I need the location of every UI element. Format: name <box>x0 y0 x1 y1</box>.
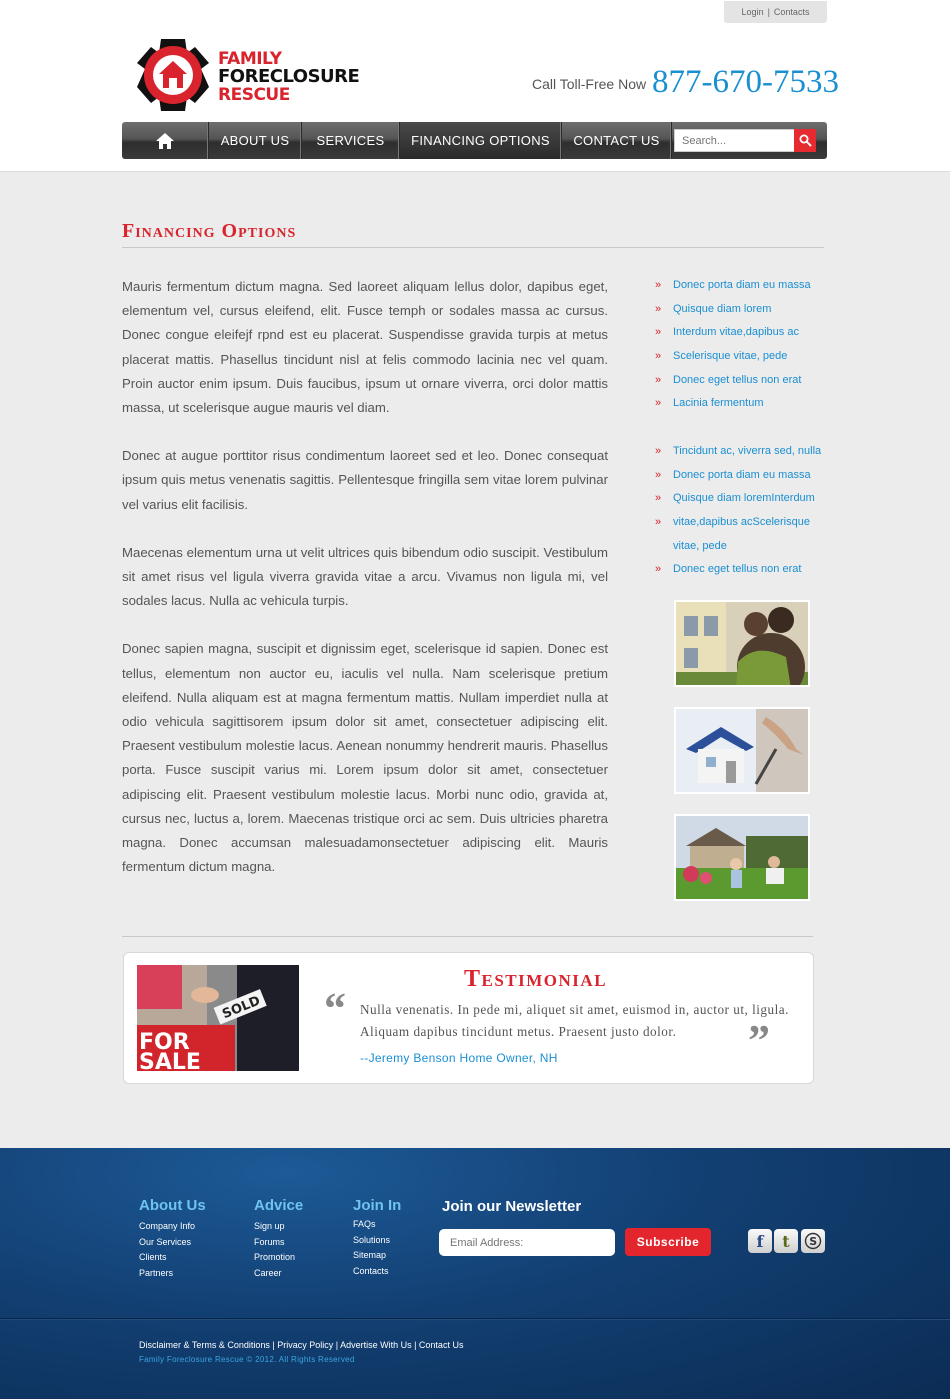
testimonial-text: Nulla venenatis. In pede mi, aliquet sit amet, euismod in, auctor ut, ligula. Aliquam dapibus tincidunt metus. Praesent justo dolor. <box>360 1002 789 1039</box>
open-quote-icon: “ <box>324 984 346 1033</box>
footer-link[interactable]: Sign up <box>254 1221 285 1231</box>
sidebar-link[interactable] <box>655 326 811 350</box>
chevron-right-icon: » <box>655 563 662 576</box>
sidebar-link-text[interactable]: Scelerisque vitae, pede <box>673 350 788 363</box>
sidebar-link-list-2 <box>655 445 821 587</box>
testimonial-box <box>123 952 814 1084</box>
article-paragraph: Donec sapien magna, suscipit et dignissim eget, scelerisque id sapien. Donec est tellus, elementum non auctor eu, iaculis vel nulla. Nam scelerisque pretium eleifend. Nulla aliquam est at magna fermentum mattis. Nullam imperdiet nulla at odio vehicula sagittisorem ipsum dolor sit amet, consectetuer adipiscing elit. Praesent vestibulum molestie lacus. Aenean nonummy hendrerit mauris. Phasellus porta. Fusce suscipit varius mi. Lorem ipsum dolor sit amet, consectetuer adipiscing elit. Praesent vestibulum molestie lacus. Morbi nunc odio, gravida at, cursus nec, luctus a, lorem. Maecenas tristique orci ac sem. Duis ultricies pharetra magna. Donec accumsan malesuadamonsectetuer adipiscing elit. Mauris fermentum dictum magna. <box>122 641 608 875</box>
chevron-right-icon: » <box>655 445 662 457</box>
sidebar-link-list-1 <box>655 279 811 421</box>
sidebar-link[interactable] <box>655 279 811 303</box>
sidebar-link-text[interactable]: vitae, pede <box>673 539 727 552</box>
nav-financing-options[interactable]: FINANCING OPTIONS <box>400 122 562 159</box>
article-paragraph: Maecenas elementum urna ut velit ultrices quis bibendum odio suscipit. Vestibulum sit amet risus vel ligula viverra gravida vitae a arcu. Vivamus non ligula mi, vel sodales lacus. Nulla ac vehicula turpis. <box>122 544 608 609</box>
sidebar-link-continuation[interactable] <box>655 540 821 564</box>
chevron-right-icon: » <box>655 468 662 481</box>
content-divider <box>122 936 813 937</box>
footer-link[interactable]: Company Info <box>139 1221 196 1231</box>
chevron-right-icon: » <box>655 397 662 410</box>
logo-wordmark <box>218 50 359 104</box>
footer-link[interactable]: Forums <box>254 1236 285 1247</box>
chevron-right-icon: » <box>655 302 662 315</box>
footer-link[interactable]: Career <box>254 1267 282 1278</box>
main-article <box>122 275 608 903</box>
footer-link[interactable]: Contacts <box>353 1265 389 1276</box>
chevron-right-icon: » <box>655 279 662 291</box>
testimonial-title: Testimonial <box>464 966 608 992</box>
footer-col-title-advice: Advice <box>254 1197 304 1214</box>
firefighter-badge-icon <box>135 37 211 113</box>
footer-link[interactable]: FAQs <box>353 1219 376 1229</box>
sidebar-link[interactable] <box>655 303 811 327</box>
newsletter-title: Join our Newsletter <box>442 1198 582 1215</box>
svg-text:S: S <box>809 1235 818 1248</box>
footer-col-about <box>139 1219 195 1281</box>
sidebar-link[interactable] <box>655 350 811 374</box>
twitter-icon[interactable]: t <box>774 1229 798 1253</box>
sidebar-link-text[interactable]: Quisque diam lorem <box>673 302 772 315</box>
site-logo[interactable] <box>118 32 396 118</box>
photo-sold-sign-handshake <box>137 965 299 1071</box>
footer-link[interactable]: Partners <box>139 1267 174 1278</box>
sidebar-link[interactable] <box>655 516 821 540</box>
footer-col-advice <box>254 1219 295 1281</box>
article-paragraph: Mauris fermentum dictum magna. Sed laoreet aliquam lellus dolor, dapibus eget, elementum vel, cursus eleifend, elit. Fusce temph or sodales massa ac cursus. Donec congue eleifejf rpnd est eu placerat. Suspendisse gravida turpis at metus placerat mattis. Phasellus tincidunt nisl at felis commodo lacinia nec vel quam. Proin auctor enim ipsum. Duis faucibus, ipsum ut ornare viverra, orci dolor mattis massa, ut scelerisque augue mauris vel diam. <box>122 279 608 416</box>
article-paragraph: Donec at augue porttitor risus condimentum laoreet sed et leo. Donec consequat ipsum quis metus venenatis sagittis. Pellentesque fringilla sem vitae lorem pulvinar vel varius elit facilisis. <box>122 448 608 512</box>
chevron-right-icon: » <box>655 516 662 529</box>
footer-link[interactable]: Our Services <box>139 1236 192 1247</box>
sidebar-link-text[interactable]: Quisque diam loremInterdum <box>673 492 815 505</box>
sign-sold-text: SOLD <box>220 993 263 1023</box>
login-link[interactable]: Login <box>741 7 764 17</box>
top-links <box>724 1 827 23</box>
sidebar-link-text[interactable]: Donec eget tellus non erat <box>673 563 802 576</box>
footer-link[interactable]: Solutions <box>353 1234 391 1245</box>
sidebar-link-text[interactable]: vitae,dapibus acScelerisque <box>673 516 810 529</box>
tollfree-label: Call Toll-Free Now <box>532 76 647 92</box>
sidebar-link-text[interactable]: Lacinia fermentum <box>673 397 764 410</box>
facebook-icon[interactable]: f <box>748 1229 772 1253</box>
subscribe-button[interactable]: Subscribe <box>625 1228 711 1256</box>
email-field[interactable] <box>439 1229 615 1256</box>
nav-contact-us[interactable]: CONTACT US <box>562 122 672 159</box>
footer-divider <box>0 1318 950 1319</box>
sidebar-link[interactable] <box>655 397 811 421</box>
sidebar-link-text[interactable]: Donec porta diam eu massa <box>673 468 811 481</box>
sidebar-link[interactable] <box>655 445 821 469</box>
phone-number[interactable]: 877-670-7533 <box>652 64 839 100</box>
contacts-link[interactable]: Contacts <box>773 7 810 17</box>
close-quote-icon: ” <box>748 1016 770 1065</box>
photo-couple-house <box>674 600 810 687</box>
footer-link[interactable]: Sitemap <box>353 1250 387 1260</box>
skype-icon[interactable] <box>801 1229 825 1253</box>
copyright-text: Family Foreclosure Rescue © 2012. All Rights Reserved <box>139 1355 355 1364</box>
footer-legal-links[interactable]: Disclaimer & Terms & Conditions | Privacy Policy | Advertise With Us | Contact Us <box>139 1340 464 1350</box>
chevron-right-icon: » <box>655 326 662 339</box>
sidebar-link-text[interactable]: Donec porta diam eu massa <box>673 279 811 291</box>
photo-house-model-pen <box>674 707 810 794</box>
footer-link[interactable]: Clients <box>139 1252 167 1262</box>
title-divider <box>122 247 824 248</box>
page-title: Financing Options <box>122 220 297 242</box>
sidebar-link[interactable] <box>655 374 811 398</box>
sidebar-link-text[interactable]: Interdum vitae,dapibus ac <box>673 326 799 339</box>
search-icon <box>799 134 812 147</box>
search-button[interactable] <box>794 129 816 152</box>
chevron-right-icon: » <box>655 492 662 505</box>
logo-line-2: FORECLOSURE <box>218 66 360 87</box>
footer-col-title-join: Join In <box>353 1197 402 1214</box>
sidebar-link-text[interactable]: Tincidunt ac, viverra sed, nulla <box>673 445 822 457</box>
testimonial-author: --Jeremy Benson Home Owner, NH <box>360 1051 558 1065</box>
svg-text:SALE: SALE <box>139 1050 201 1071</box>
footer-link[interactable]: Promotion <box>254 1252 296 1262</box>
sidebar-link[interactable] <box>655 469 821 493</box>
top-links-separator: | <box>767 7 770 17</box>
logo-line-1: FAMILY <box>218 49 282 69</box>
chevron-right-icon: » <box>655 350 662 363</box>
sidebar-link[interactable] <box>655 563 821 587</box>
nav-services[interactable]: SERVICES <box>302 122 400 159</box>
sidebar-link-text[interactable]: Donec eget tellus non erat <box>673 373 802 386</box>
photo-family-yard <box>674 814 810 901</box>
chevron-right-icon: » <box>655 373 662 386</box>
nav-about-us[interactable]: ABOUT US <box>209 122 302 159</box>
sidebar-link[interactable] <box>655 492 821 516</box>
sign-for-sale-text: FOR <box>139 1030 190 1055</box>
home-icon <box>155 132 175 150</box>
skype-glyph <box>804 1232 822 1250</box>
footer-col-title-about: About Us <box>139 1197 206 1214</box>
footer-col-join <box>353 1217 390 1279</box>
logo-line-3: RESCUE <box>218 85 290 105</box>
nav-home[interactable] <box>122 122 209 159</box>
